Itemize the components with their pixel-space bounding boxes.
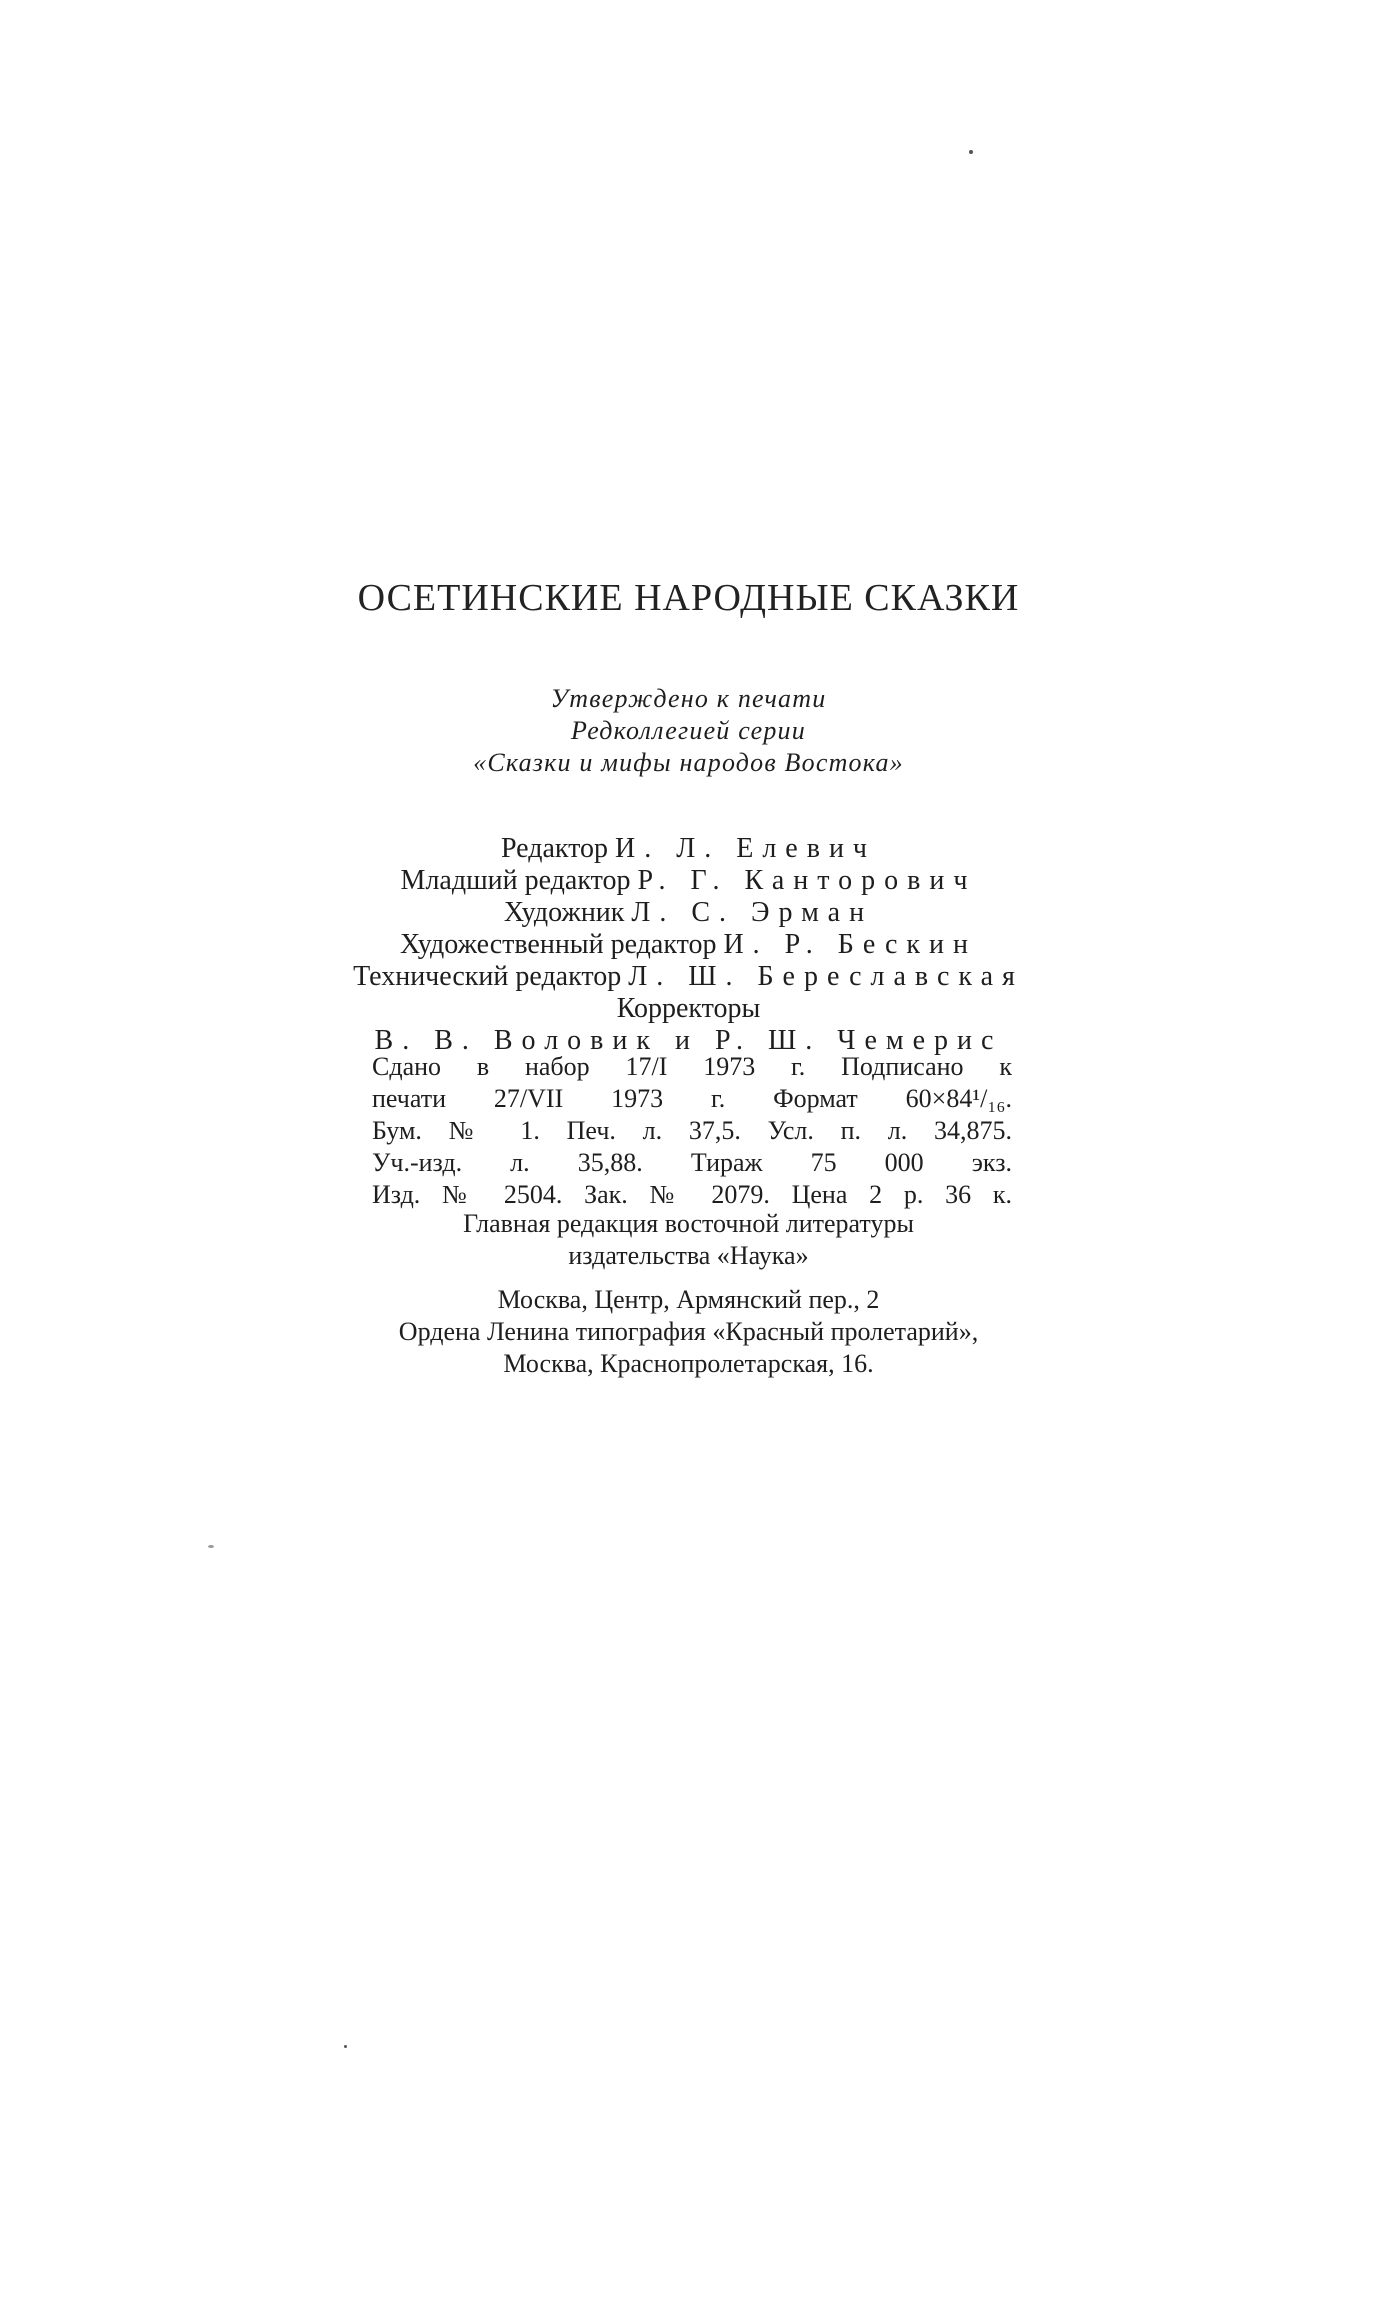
book-title: ОСЕТИНСКИЕ НАРОДНЫЕ СКАЗКИ bbox=[357, 577, 1020, 619]
address-line: Москва, Краснопролетарская, 16. bbox=[503, 1349, 874, 1378]
credit-editor bbox=[0, 833, 1377, 865]
credit-role: Редактор bbox=[500, 833, 609, 864]
credit-role: Художник bbox=[503, 897, 625, 928]
credit-tech-editor bbox=[0, 961, 1377, 993]
credits-block bbox=[0, 833, 1377, 1057]
credit-artist bbox=[0, 897, 1377, 929]
approval-line: «Сказки и мифы народов Востока» bbox=[473, 748, 904, 777]
credit-name: Р. Г. Канторович bbox=[637, 865, 977, 896]
credit-art-editor bbox=[0, 929, 1377, 961]
approval-line: Редколлегией серии bbox=[571, 716, 806, 745]
print-details bbox=[372, 1051, 1012, 1211]
credit-name: В. В. Воловик и Р. Ш. Чемерис bbox=[374, 1025, 1003, 1056]
credit-role: Корректоры bbox=[616, 993, 761, 1024]
print-line: Бум. № 1. Печ. л. 37,5. Усл. п. л. 34,875. bbox=[372, 1116, 1012, 1145]
credit-name: И. Р. Бескин bbox=[723, 929, 977, 960]
address-line: Ордена Ленина типография «Красный пролетарий», bbox=[398, 1317, 979, 1346]
approval-note bbox=[0, 683, 1377, 779]
print-line: Сдано в набор 17/I 1973 г. Подписано к bbox=[372, 1052, 1012, 1081]
credit-proofreaders-role bbox=[0, 993, 1377, 1025]
publisher-line: издательства «Наука» bbox=[568, 1241, 809, 1270]
credit-role: Художественный редактор bbox=[400, 929, 717, 960]
print-line: Изд. № 2504. Зак. № 2079. Цена 2 р. 36 к. bbox=[372, 1180, 1012, 1209]
paper-speck bbox=[969, 150, 973, 154]
credit-name: И. Л. Елевич bbox=[615, 833, 877, 864]
approval-line: Утверждено к печати bbox=[550, 684, 827, 713]
credit-role: Технический редактор bbox=[353, 961, 622, 992]
address-block bbox=[0, 1284, 1377, 1380]
publisher-line: Главная редакция восточной литературы bbox=[463, 1209, 914, 1238]
paper-speck bbox=[208, 1545, 214, 1548]
print-line: Уч.-изд. л. 35,88. Тираж 75 000 экз. bbox=[372, 1148, 1012, 1177]
paper-speck bbox=[344, 2045, 347, 2048]
publisher-block bbox=[0, 1208, 1377, 1272]
credit-junior-editor bbox=[0, 865, 1377, 897]
credit-name: Л. Ш. Береславская bbox=[628, 961, 1024, 992]
credit-name: Л. С. Эрман bbox=[631, 897, 874, 928]
address-line: Москва, Центр, Армянский пер., 2 bbox=[497, 1285, 880, 1314]
credit-role: Младший редактор bbox=[400, 865, 631, 896]
print-line: печати 27/VII 1973 г. Формат 60×84¹/₁₆. bbox=[372, 1084, 1012, 1113]
